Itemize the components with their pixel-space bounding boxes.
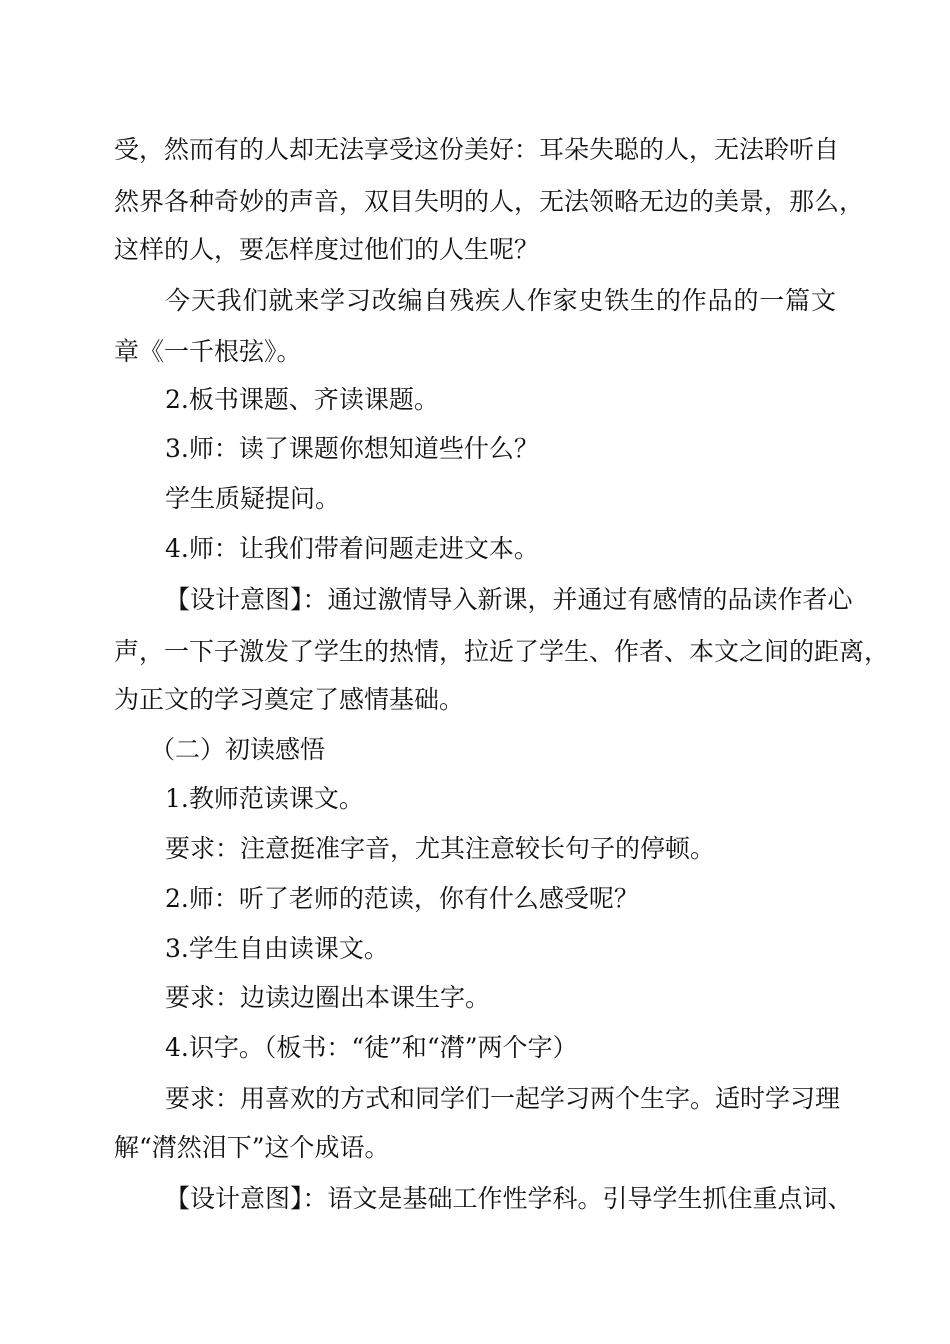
text-line-8: 学生质疑提问。 xyxy=(165,484,341,513)
text-line-7: 3.师：读了课题你想知道些什么？ xyxy=(165,434,539,463)
text-line-15: 要求：注意挺准字音，尤其注意较长句子的停顿。 xyxy=(165,834,716,863)
text-line-3: 这样的人，要怎样度过他们的人生呢？ xyxy=(114,235,540,264)
text-line-4: 今天我们就来学习改编自残疾人作家史铁生的作品的一篇文 xyxy=(165,286,836,315)
text-line-20: 要求：用喜欢的方式和同学们一起学习两个生字。适时学习理 xyxy=(165,1084,841,1113)
text-line-18: 要求：边读边圈出本课生字。 xyxy=(165,983,491,1012)
text-line-19: 4.识字。（板书：“徒”和“潸”两个字） xyxy=(165,1033,578,1062)
text-line-2: 然界各种奇妙的声音，双目失明的人，无法领略无边的美景，那么， xyxy=(114,187,865,216)
text-line-5: 章《一千根弦》。 xyxy=(114,337,302,366)
text-line-10: 【设计意图】：通过激情导入新课，并通过有感情的品读作者心 xyxy=(165,585,853,614)
text-line-22: 【设计意图】：语文是基础工作性学科。引导学生抓住重点词、 xyxy=(165,1184,853,1213)
text-line-1: 受，然而有的人却无法享受这份美好：耳朵失聪的人，无法聆听自 xyxy=(114,135,840,164)
text-line-11: 声，一下子激发了学生的热情，拉近了学生、作者、本文之间的距离， xyxy=(114,637,890,666)
text-line-9: 4.师：让我们带着问题走进文本。 xyxy=(165,534,539,563)
text-line-12: 为正文的学习奠定了感情基础。 xyxy=(114,685,465,714)
text-line-14: 1.教师范读课文。 xyxy=(165,784,364,813)
text-line-6: 2.板书课题、齐读课题。 xyxy=(165,385,439,414)
text-line-21: 解“潸然泪下”这个成语。 xyxy=(114,1133,390,1162)
section-heading: （二）初读感悟 xyxy=(150,735,326,764)
text-line-17: 3.学生自由读课文。 xyxy=(165,934,389,963)
text-line-16: 2.师：听了老师的范读，你有什么感受呢？ xyxy=(165,884,639,913)
